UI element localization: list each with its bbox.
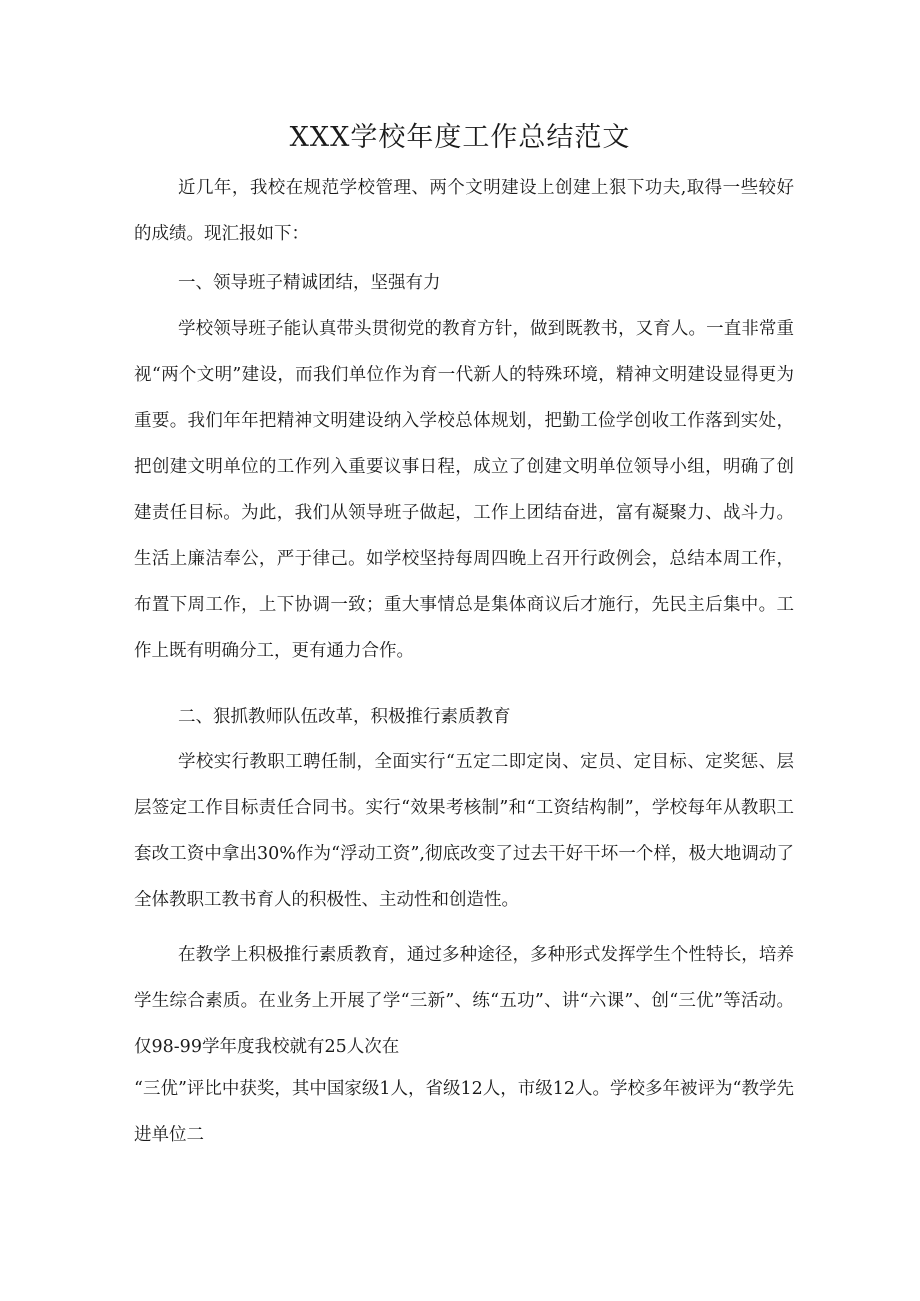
paragraph-intro: 近几年，我校在规范学校管理、两个文明建设上创建上狠下功夫,取得一些较好的成绩。现汇报如下：	[134, 178, 794, 244]
section-heading-1: 一、领导班子精诚团结，坚强有力	[178, 273, 441, 293]
paragraph-quality-education: 在教学上积极推行素质教育，通过多种途径，多种形式发挥学生个性特长，培养学生综合素质。在业务上开展了学“三新”、练“五功”、讲“六课”、创“三优”等活动。仅98-99学年度我校就有25人次在	[134, 945, 794, 1057]
paragraph-leadership: 学校领导班子能认真带头贯彻党的教育方针，做到既教书，又育人。一直非常重视“两个文明”建设，而我们单位作为育一代新人的特殊环境，精神文明建设显得更为重要。我们年年把精神文明建设纳入学校总体规划，把勤工俭学创收工作落到实处，把创建文明单位的工作列入重要议事日程，成立了创建文明单位领导小组，明确了创建责任目标。为此，我们从领导班子做起，工作上团结奋进，富有凝聚力、战斗力。生活上廉洁奉公，严于律己。如学校坚持每周四晚上召开行政例会，总结本周工作，布置下周工作，上下协调一致；重大事情总是集体商议后才施行，先民主后集中。工作上既有明确分工，更有通力合作。	[134, 319, 794, 661]
document-title: XXX学校年度工作总结范文	[289, 122, 631, 153]
section-heading-2: 二、狠抓教师队伍改革，积极推行素质教育	[178, 707, 511, 727]
paragraph-awards: “三优”评比中获奖，其中国家级1人，省级12人，市级12人。学校多年被评为“教学先进单位二	[134, 1079, 795, 1145]
paragraph-staff-reform: 学校实行教职工聘任制，全面实行“五定二即定岗、定员、定目标、定奖惩、层层签定工作目标责任合同书。实行“效果考核制”和“工资结构制”，学校每年从教职工套改工资中拿出30%作为“浮动工资”,彻底改变了过去干好干坏一个样，极大地调动了全体教职工教书育人的积极性、主动性和创造性。	[134, 752, 794, 910]
